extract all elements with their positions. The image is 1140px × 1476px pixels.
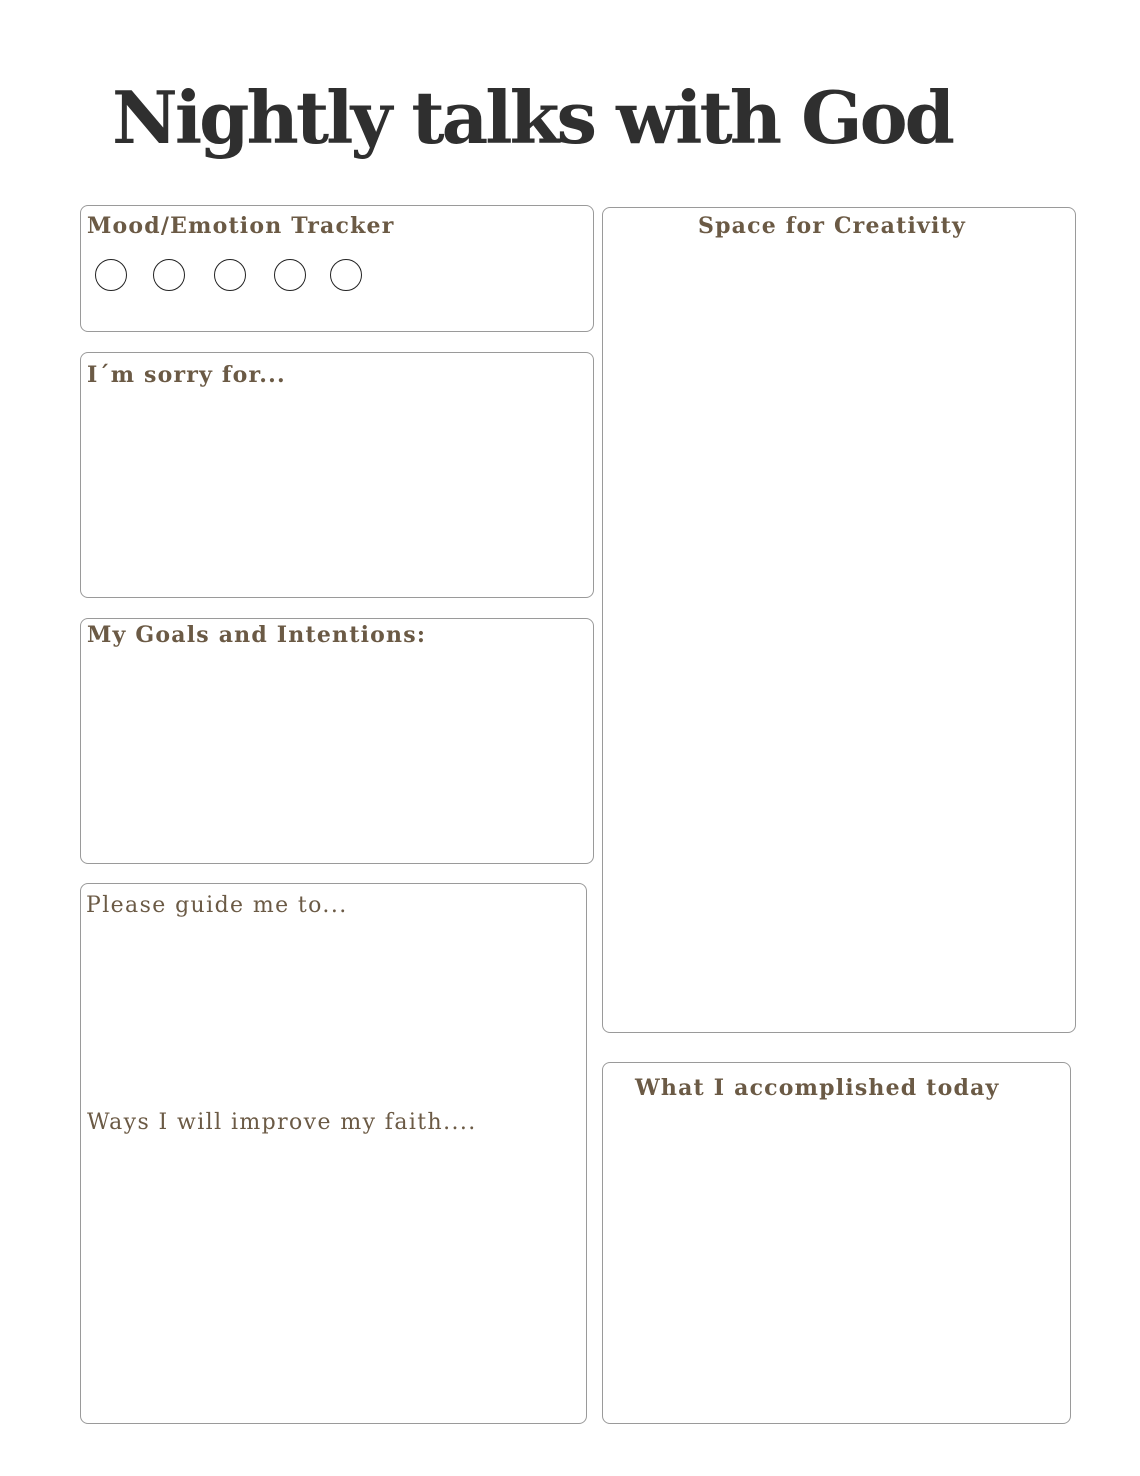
goals-box[interactable]: [80, 618, 594, 864]
faith-label: Ways I will improve my faith....: [87, 1110, 477, 1135]
mood-circle-4[interactable]: [274, 259, 306, 291]
sorry-box[interactable]: [80, 352, 594, 598]
page-title: Nightly talks with God: [112, 75, 952, 160]
mood-circle-3[interactable]: [214, 259, 246, 291]
guide-box[interactable]: [80, 883, 587, 1424]
guide-label: Please guide me to...: [86, 893, 348, 918]
mood-tracker-label: Mood/Emotion Tracker: [87, 213, 395, 239]
sorry-label: I´m sorry for...: [87, 362, 286, 388]
mood-circle-2[interactable]: [153, 259, 185, 291]
mood-circle-1[interactable]: [95, 259, 127, 291]
creativity-box[interactable]: [602, 207, 1076, 1033]
accomplished-box[interactable]: [602, 1062, 1071, 1424]
accomplished-label: What I accomplished today: [635, 1075, 1000, 1101]
goals-label: My Goals and Intentions:: [87, 622, 427, 648]
mood-circle-5[interactable]: [330, 259, 362, 291]
creativity-label: Space for Creativity: [698, 213, 966, 239]
